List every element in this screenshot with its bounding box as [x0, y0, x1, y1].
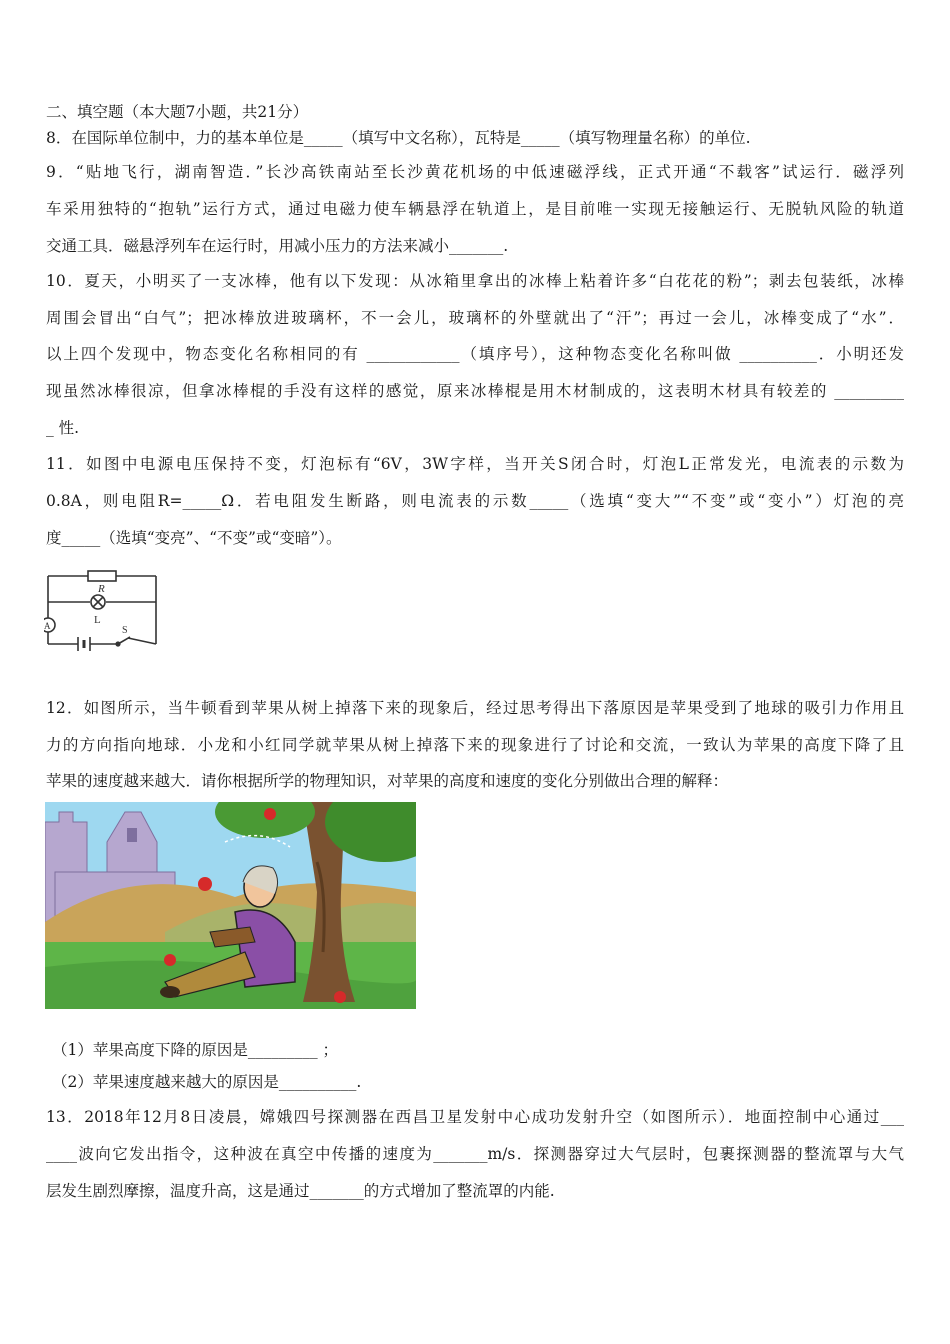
question-text-line: 度_____（选填“变亮”、“不变”或“变暗”）。 — [46, 529, 342, 547]
question-text-line: 周围会冒出“白气”；把冰棒放进玻璃杯，不一会儿，玻璃杯的外壁就出了“汗”；再过一会儿，冰棒变成了“水”． — [46, 309, 904, 327]
question-text-line: 以上四个发现中，物态变化名称相同的有 ____________（填序号），这种物态变化名称叫做 __________．小明还发 — [46, 345, 904, 363]
question-text-line: 交通工具．磁悬浮列车在运行时，用减小压力的方法来减小_______. — [46, 237, 509, 255]
question-text-line: 9．“贴地飞行，湖南智造．”长沙高铁南站至长沙黄花机场的中低速磁浮线，正式开通“不载客”试运行．磁浮列 — [46, 163, 904, 181]
question-text-line: 8．在国际单位制中，力的基本单位是_____（填写中文名称），瓦特是_____（填写物理量名称）的单位. — [46, 129, 751, 147]
subquestion-line: （1）苹果高度下降的原因是_________ ； — [52, 1041, 339, 1059]
question-text-line: 11．如图中电源电压保持不变，灯泡标有“6V，3W字样，当开关S闭合时，灯泡L正常发光，电流表的示数为 — [46, 455, 904, 473]
question-text-line: 12．如图所示，当牛顿看到苹果从树上掉落下来的现象后，经过思考得出下落原因是苹果受到了地球的吸引力作用且 — [46, 699, 904, 717]
section-heading: 二、填空题（本大题7小题，共21分） — [46, 103, 309, 121]
question-text-line: ____波向它发出指令，这种波在真空中传播的速度为_______m/s．探测器穿过大气层时，包裹探测器的整流罩与大气 — [46, 1145, 904, 1163]
circuit-label-a: A — [44, 621, 51, 631]
circuit-label-r: R — [98, 583, 105, 595]
question-text-line: 层发生剧烈摩擦，温度升高，这是通过_______的方式增加了整流罩的内能. — [46, 1182, 555, 1200]
circuit-diagram — [44, 568, 162, 652]
question-text-line: 车采用独特的“抱轨”运行方式，通过电磁力使车辆悬浮在轨道上，是目前唯一实现无接触运行、无脱轨风险的轨道 — [46, 200, 904, 218]
circuit-label-s: S — [122, 625, 128, 636]
circuit-label-l: L — [94, 614, 101, 626]
question-text-line: _ 性. — [46, 419, 80, 437]
newton-apple-illustration — [45, 802, 416, 1009]
question-text-line: 0.8A，则电阻R=_____Ω．若电阻发生断路，则电流表的示数_____（选填“变大”“不变”或“变小”）灯泡的亮 — [46, 492, 904, 510]
question-text-line: 10．夏天，小明买了一支冰棒，他有以下发现：从冰箱里拿出的冰棒上粘着许多“白花花的粉”；剥去包装纸，冰棒 — [46, 272, 904, 290]
subquestion-line: （2）苹果速度越来越大的原因是__________. — [52, 1073, 362, 1091]
question-text-line: 13．2018年12月8日凌晨，嫦娥四号探测器在西昌卫星发射中心成功发射升空（如图所示）．地面控制中心通过___ — [46, 1108, 904, 1126]
question-text-line: 力的方向指向地球．小龙和小红同学就苹果从树上掉落下来的现象进行了讨论和交流，一致认为苹果的高度下降了且 — [46, 736, 904, 754]
question-text-line: 苹果的速度越来越大．请你根据所学的物理知识，对苹果的高度和速度的变化分别做出合理的解释： — [46, 772, 729, 790]
question-text-line: 现虽然冰棒很凉，但拿冰棒棍的手没有这样的感觉，原来冰棒棍是用木材制成的，这表明木材具有较差的 _________ — [46, 382, 904, 400]
